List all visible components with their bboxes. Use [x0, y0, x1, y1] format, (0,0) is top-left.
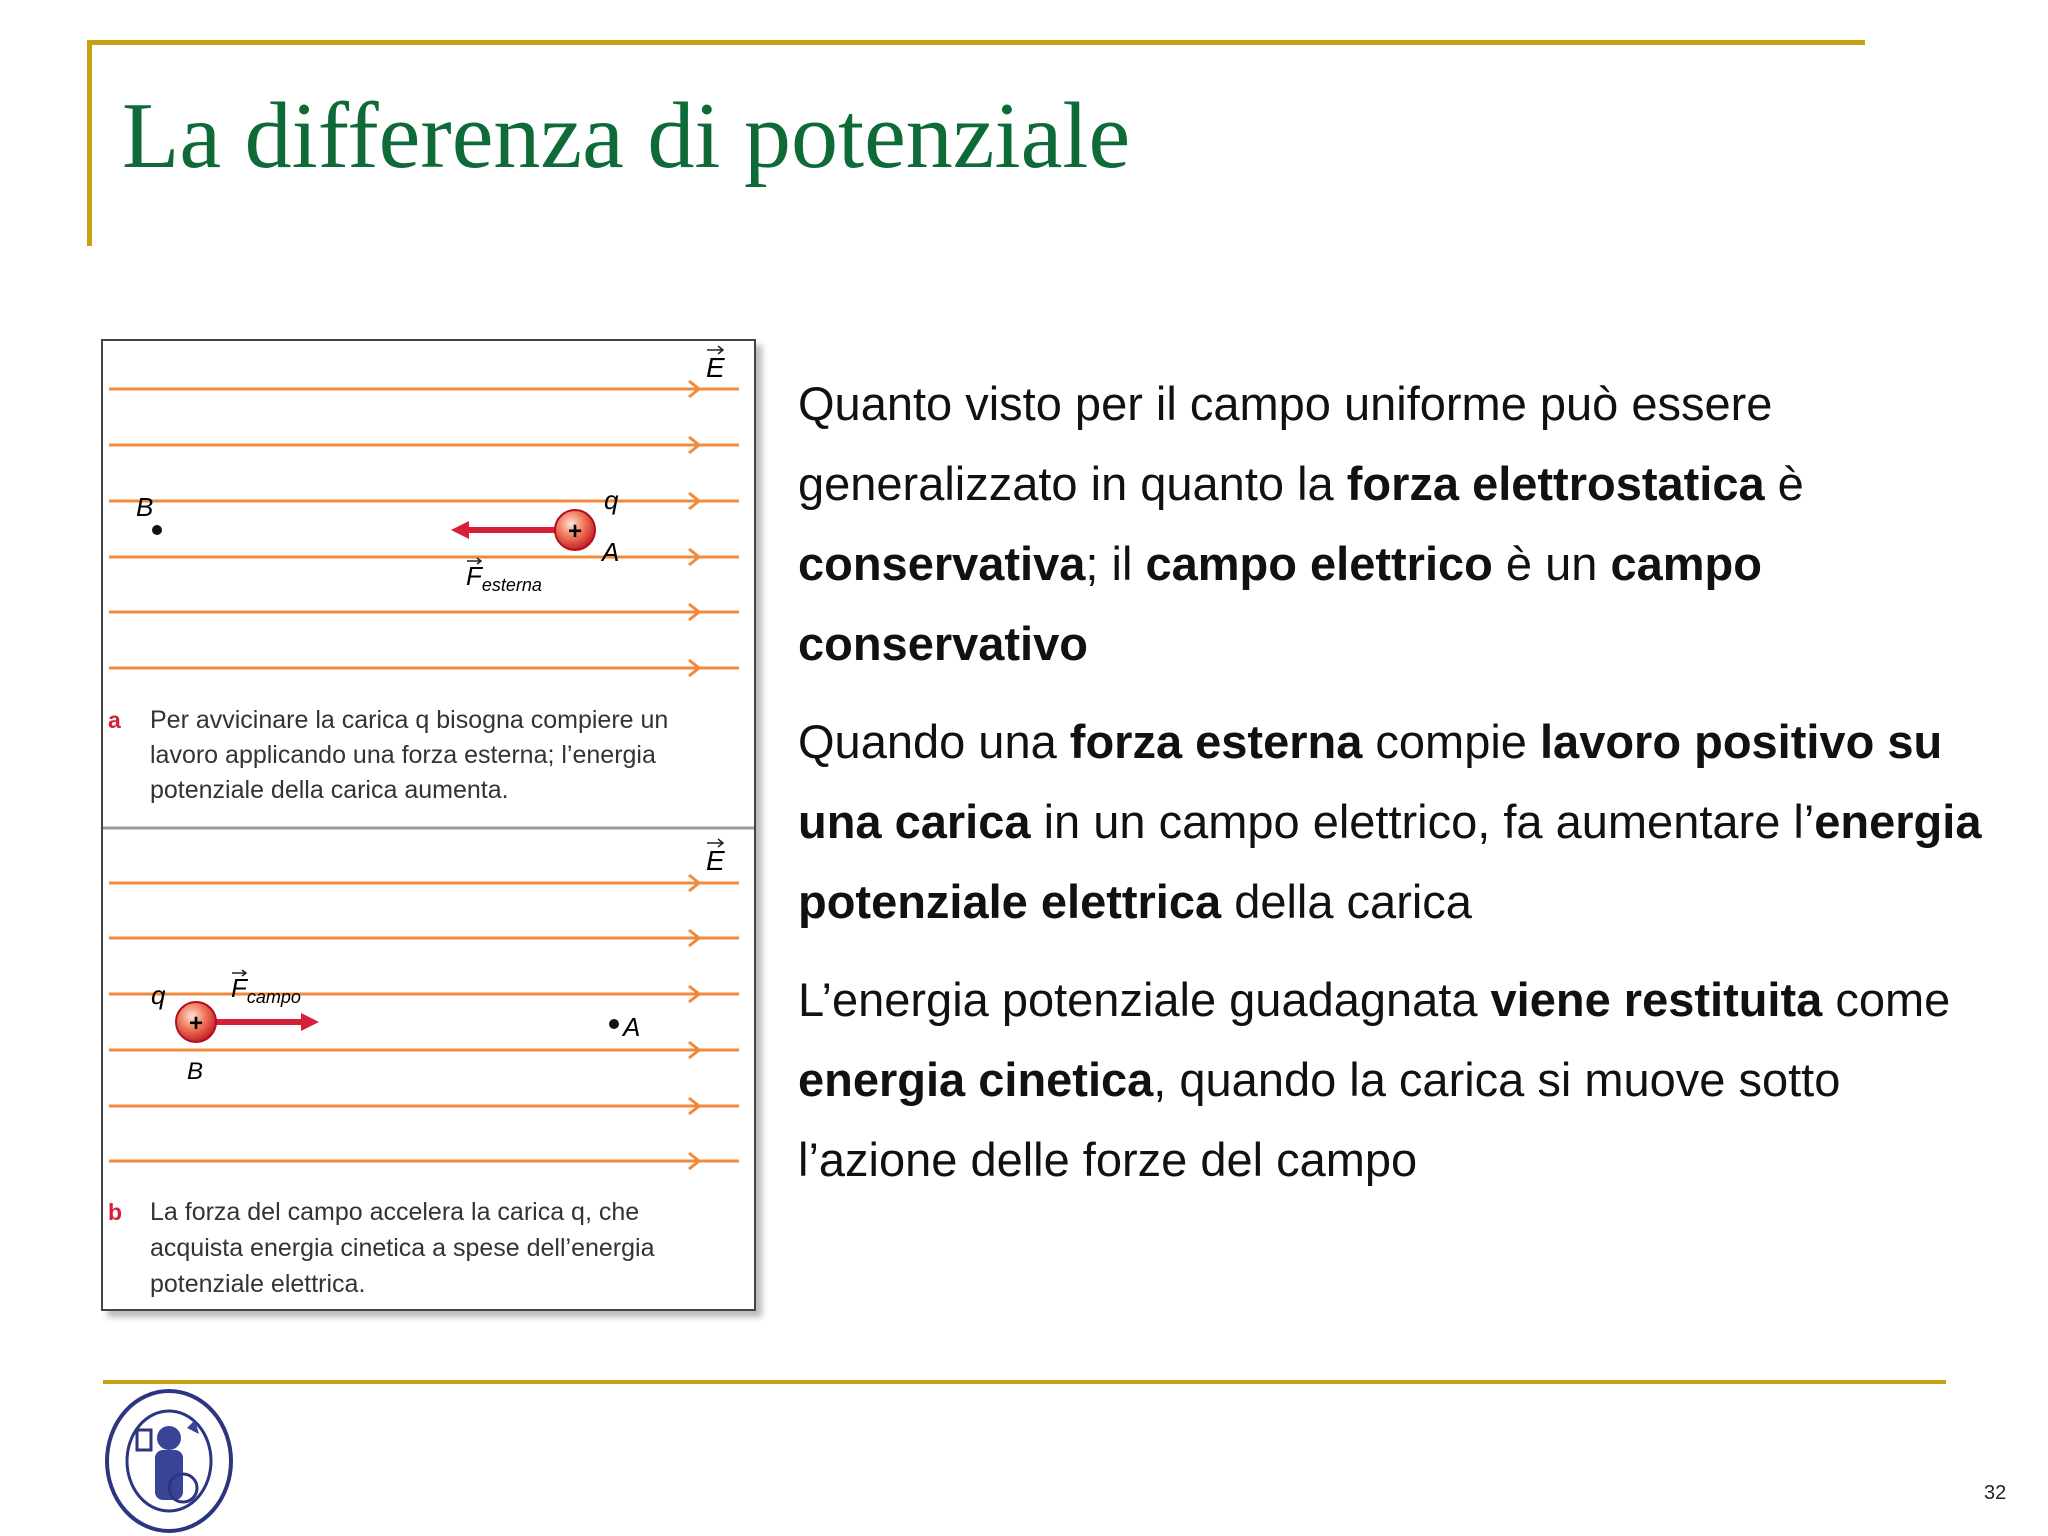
point-b-dot-a [152, 525, 162, 535]
charge-label-a: q [604, 485, 619, 515]
bottom-rule [103, 1380, 1946, 1384]
paragraph-3 [798, 960, 1998, 1200]
bold-phrase: energia cinetica [798, 1053, 1154, 1106]
caption-b-line: potenziale elettrica. [150, 1270, 366, 1298]
slide-title: La differenza di potenziale [122, 84, 1131, 188]
text-run: è un [1492, 537, 1611, 590]
point-b-label-b: B [187, 1058, 204, 1085]
bold-phrase: conservativa [798, 537, 1086, 590]
top-rule [89, 40, 1865, 45]
bold-phrase: viene restituita [1490, 973, 1823, 1026]
charge-sign-b: + [188, 1010, 204, 1037]
point-a-label-a: A [602, 537, 620, 567]
text-run: come [1822, 973, 1951, 1026]
caption-a-line: Per avvicinare la carica q bisogna compiere un [150, 706, 669, 734]
slide-body [798, 364, 1998, 1218]
text-run: , quando la carica si muove sotto l’azione delle forze del campo [798, 1053, 1841, 1186]
electric-field-figure [101, 339, 756, 1311]
force-symbol: F [466, 561, 482, 591]
paragraph-1 [798, 364, 1998, 684]
text-run: L’energia potenziale guadagnata [798, 973, 1491, 1026]
bold-phrase: forza elettrostatica [1346, 457, 1765, 510]
page-number: 32 [1984, 1482, 2007, 1504]
force-symbol: F [231, 973, 247, 1003]
caption-b-line: La forza del campo accelera la carica q, che [150, 1198, 640, 1226]
caption-a-line: lavoro applicando una forza esterna; l’energia [150, 741, 656, 769]
bold-phrase: energia potenziale elettrica [798, 795, 1982, 928]
field-label-b: E [706, 845, 725, 876]
force-subscript: esterna [481, 575, 542, 595]
text-run: Quando una [798, 715, 1070, 768]
text-run: Quanto visto per il campo uniforme può essere generalizzato in quanto la [798, 377, 1773, 510]
bold-phrase: campo elettrico [1145, 537, 1493, 590]
text-run: ; il [1085, 537, 1146, 590]
caption-b-line: acquista energia cinetica a spese dell’energia [150, 1234, 655, 1262]
text-run: in un campo elettrico, fa aumentare l’ [1030, 795, 1815, 848]
force-subscript: campo [246, 987, 301, 1007]
point-a-dot-b [609, 1019, 619, 1029]
paragraph-2 [798, 702, 1998, 942]
bold-phrase: campo conservativo [798, 537, 1762, 670]
figure-frame [102, 340, 755, 1310]
charge-sign-a: + [567, 518, 583, 545]
university-seal-logo [103, 1388, 235, 1534]
caption-letter-a: a [108, 707, 121, 733]
bold-phrase: forza esterna [1069, 715, 1363, 768]
caption-a-line: potenziale della carica aumenta. [150, 776, 509, 804]
point-b-label-a: B [136, 492, 154, 522]
text-run: è [1764, 457, 1804, 510]
text-run: della carica [1221, 875, 1472, 928]
point-a-label-b: A [623, 1012, 641, 1042]
charge-label-b: q [151, 980, 166, 1010]
caption-letter-b: b [108, 1199, 123, 1225]
field-label-a: E [706, 352, 725, 383]
bold-phrase: lavoro positivo su una carica [798, 715, 1943, 848]
left-accent-bar [87, 40, 92, 246]
text-run: compie [1362, 715, 1540, 768]
